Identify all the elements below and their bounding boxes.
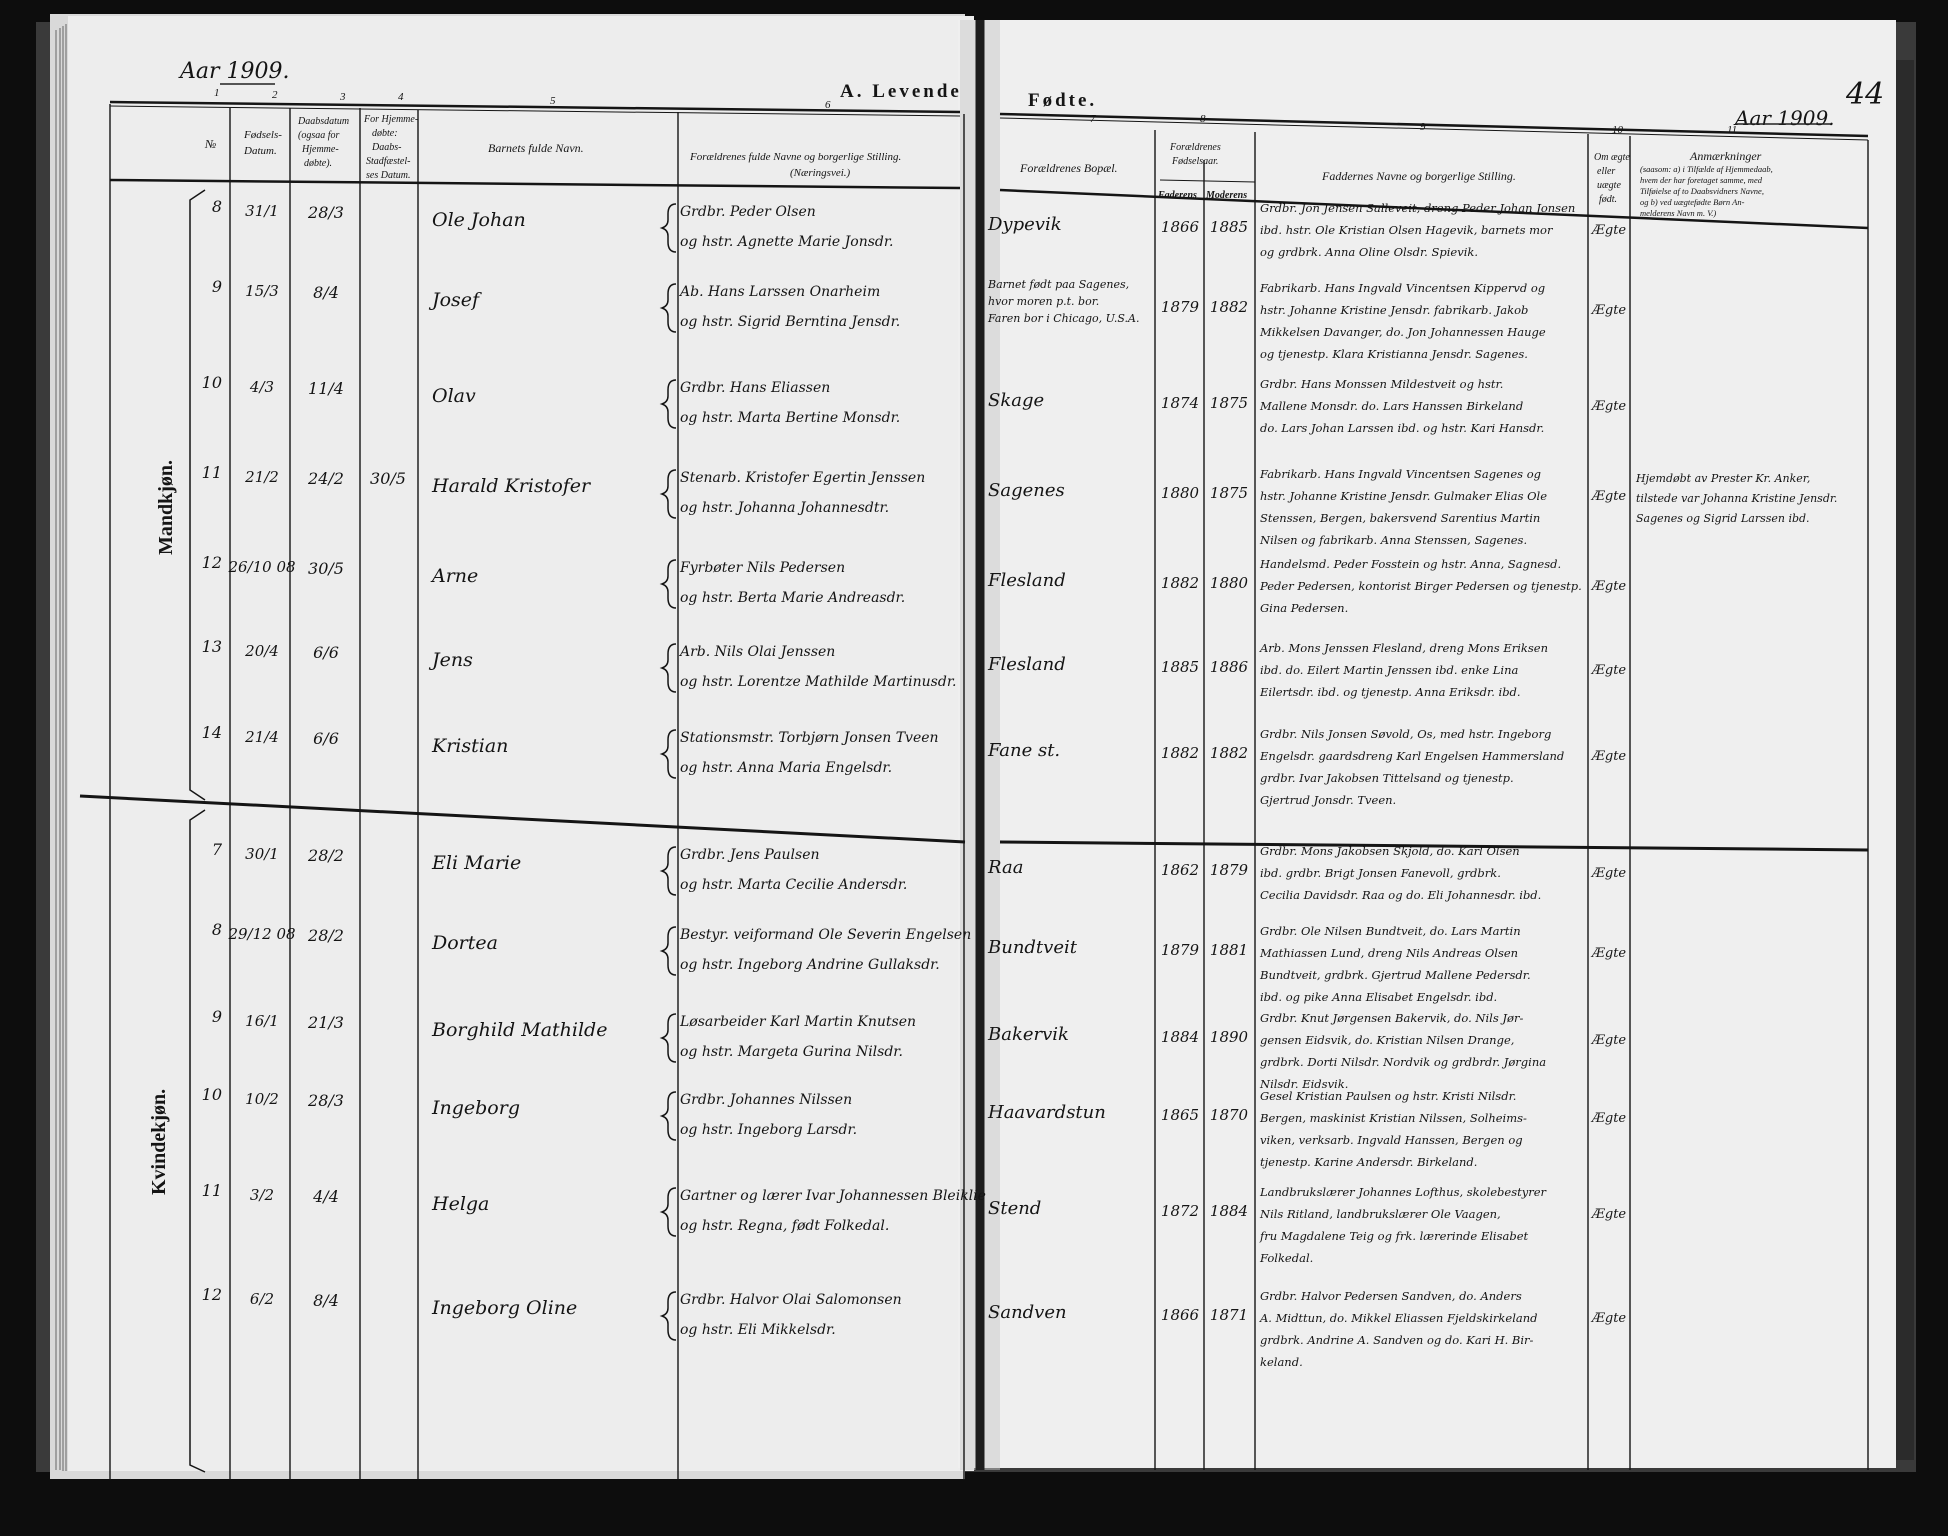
sponsor-line: Grdbr. Hans Monssen Mildestveit og hstr. — [1260, 377, 1504, 391]
parents-line: og hstr. Sigrid Berntina Jensdr. — [680, 314, 901, 330]
title-left: A. Levende — [840, 81, 962, 102]
mother-birth-year: 1890 — [1209, 1028, 1249, 1046]
entry-number: 12 — [201, 1285, 222, 1304]
svg-text:11: 11 — [1727, 124, 1738, 136]
mother-birth-year: 1882 — [1209, 298, 1249, 316]
child-name: Harald Kristofer — [432, 475, 591, 497]
sponsor-line: og grdbrk. Anna Oline Olsdr. Spievik. — [1260, 245, 1479, 259]
parents-line: Gartner og lærer Ivar Johannessen Bleiklie — [680, 1188, 986, 1204]
father-birth-year: 1862 — [1160, 861, 1200, 879]
header-child-name: Barnets fulde Navn. — [488, 141, 584, 155]
birth-date: 10/2 — [245, 1090, 279, 1108]
entry-number: 8 — [211, 920, 222, 939]
sponsor-line: Handelsmd. Peder Fosstein og hstr. Anna, Sagnesd. — [1260, 557, 1562, 571]
baptism-date: 6/6 — [313, 729, 339, 748]
sponsor-line: Gesel Kristian Paulsen og hstr. Kristi Nilsdr. — [1260, 1089, 1517, 1103]
header-remarks-3: Tilføielse af to Daabsvidners Navne, — [1640, 186, 1764, 196]
baptism-date: 11/4 — [308, 379, 344, 398]
legitimacy: Ægte — [1591, 489, 1627, 504]
residence: Sandven — [988, 1302, 1067, 1323]
birth-date: 21/4 — [245, 728, 279, 746]
sponsor-line: gensen Eidsvik, do. Kristian Nilsen Drange, — [1260, 1033, 1515, 1047]
sponsor-line: ibd. do. Eilert Martin Jenssen ibd. enke Lina — [1260, 663, 1519, 677]
father-birth-year: 1880 — [1160, 484, 1200, 502]
sponsor-line: ibd. grdbr. Brigt Jonsen Fanevoll, grdbrk. — [1260, 866, 1501, 880]
sponsor-line: ibd. hstr. Ole Kristian Olsen Hagevik, barnets mor — [1260, 223, 1553, 237]
child-name: Helga — [432, 1193, 490, 1215]
sponsor-line: hstr. Johanne Kristine Jensdr. Gulmaker Elias Ole — [1260, 489, 1548, 503]
residence: Skage — [988, 390, 1045, 411]
mother-birth-year: 1875 — [1209, 484, 1249, 502]
parents-line: Arb. Nils Olai Jenssen — [680, 644, 836, 660]
sponsor-line: Stenssen, Bergen, bakersvend Sarentius Martin — [1260, 511, 1541, 525]
child-name: Ingeborg — [432, 1097, 520, 1119]
header-mother: Moderens — [1206, 190, 1248, 201]
parents-line: og hstr. Marta Cecilie Andersdr. — [680, 877, 908, 893]
parents-line: Løsarbeider Karl Martin Knutsen — [680, 1014, 917, 1030]
sponsor-line: Mallene Monsdr. do. Lars Hanssen Birkeland — [1260, 399, 1524, 413]
sponsor-line: Grdbr. Knut Jørgensen Bakervik, do. Nils Jør- — [1260, 1011, 1524, 1025]
birth-date: 31/1 — [245, 202, 279, 220]
sponsor-line: viken, verksarb. Ingvald Hanssen, Bergen og — [1260, 1133, 1523, 1147]
baptism-date: 21/3 — [308, 1013, 344, 1032]
father-birth-year: 1885 — [1160, 658, 1200, 676]
page-number: 44 — [1846, 77, 1885, 112]
sponsor-line: Bundtveit, grdbrk. Gjertrud Mallene Pedersdr. — [1260, 968, 1531, 982]
mother-birth-year: 1882 — [1209, 744, 1249, 762]
sponsor-line: Grdbr. Jon Jensen Salleveit, dreng Peder Johan Jonsen — [1260, 201, 1576, 215]
header-birth-date-2: Datum. — [244, 145, 277, 157]
parents-line: Stationsmstr. Torbjørn Jonsen Tveen — [680, 730, 939, 746]
child-name: Eli Marie — [432, 852, 522, 874]
svg-text:1: 1 — [214, 87, 220, 99]
section-label-male: Mandkjøn. — [155, 459, 177, 555]
residence: Bakervik — [988, 1024, 1069, 1045]
sponsor-line: keland. — [1260, 1355, 1303, 1369]
baptism-date: 8/4 — [313, 1291, 339, 1310]
mother-birth-year: 1881 — [1209, 941, 1249, 959]
residence: Haavardstun — [988, 1102, 1106, 1123]
sponsor-line: Mikkelsen Davanger, do. Jon Johannessen Hauge — [1260, 325, 1546, 339]
entry-number: 8 — [211, 197, 222, 216]
child-name: Dortea — [432, 932, 498, 954]
father-birth-year: 1865 — [1160, 1106, 1200, 1124]
child-name: Josef — [432, 289, 480, 311]
child-name: Ingeborg Oline — [432, 1297, 578, 1319]
father-birth-year: 1866 — [1160, 218, 1200, 236]
legitimacy: Ægte — [1591, 579, 1627, 594]
svg-text:2: 2 — [272, 89, 278, 101]
birth-date: 15/3 — [245, 282, 279, 300]
sponsor-line: Gina Pedersen. — [1260, 601, 1349, 615]
child-name: Arne — [432, 565, 479, 587]
father-birth-year: 1879 — [1160, 298, 1200, 316]
mother-birth-year: 1884 — [1209, 1202, 1249, 1220]
header-birthyear-1: Forældrenes — [1170, 142, 1221, 153]
sponsor-line: Fabrikarb. Hans Ingvald Vincentsen Sagenes og — [1260, 467, 1541, 481]
header-nr: № — [205, 137, 217, 151]
residence: Barnet født paa Sagenes, — [988, 278, 1130, 291]
remark-line: Sagenes og Sigrid Larssen ibd. — [1636, 512, 1810, 525]
sponsor-line: Nilsen og fabrikarb. Anna Stenssen, Sagenes. — [1260, 533, 1528, 547]
legitimacy: Ægte — [1591, 223, 1627, 238]
baptism-date: 28/3 — [308, 1091, 344, 1110]
sponsor-line: Cecilia Davidsdr. Raa og do. Eli Johannesdr. ibd. — [1260, 888, 1542, 902]
sponsor-line: Peder Pedersen, kontorist Birger Pedersen og tjenestp. — [1260, 579, 1582, 593]
baptism-date: 4/4 — [313, 1187, 339, 1206]
entry-number: 10 — [201, 373, 222, 392]
residence: Flesland — [988, 570, 1066, 591]
parents-line: Bestyr. veiformand Ole Severin Engelsen — [680, 927, 972, 943]
baptism-date: 8/4 — [313, 283, 339, 302]
parents-line: Stenarb. Kristofer Egertin Jenssen — [680, 470, 926, 486]
confirmation-date: 30/5 — [370, 469, 406, 488]
header-home-3: Daabs- — [372, 142, 402, 153]
parents-line: og hstr. Eli Mikkelsdr. — [680, 1322, 836, 1338]
mother-birth-year: 1880 — [1209, 574, 1249, 592]
legitimacy: Ægte — [1591, 1311, 1627, 1326]
father-birth-year: 1866 — [1160, 1306, 1200, 1324]
sponsor-line: grdbrk. Dorti Nilsdr. Nordvik og grdbrdr. Jørgina — [1260, 1055, 1547, 1069]
birth-date: 6/2 — [249, 1290, 275, 1308]
residence: hvor moren p.t. bor. — [988, 295, 1100, 308]
header-baptism-3: Hjemme- — [302, 144, 339, 155]
birth-date: 3/2 — [249, 1186, 275, 1204]
child-name: Jens — [432, 649, 473, 671]
sponsor-line: Bergen, maskinist Kristian Nilssen, Solheims- — [1260, 1111, 1527, 1125]
mother-birth-year: 1886 — [1209, 658, 1249, 676]
sponsor-line: Engelsdr. gaardsdreng Karl Engelsen Hammersland — [1260, 749, 1565, 763]
sponsor-line: grdbr. Ivar Jakobsen Tittelsand og tjenestp. — [1260, 771, 1514, 785]
legitimacy: Ægte — [1591, 749, 1627, 764]
entry-number: 11 — [201, 463, 222, 482]
remark-line: Hjemdøbt av Prester Kr. Anker, — [1636, 472, 1811, 485]
mother-birth-year: 1879 — [1209, 861, 1249, 879]
mother-birth-year: 1885 — [1209, 218, 1249, 236]
father-birth-year: 1874 — [1160, 394, 1200, 412]
header-remarks-2: hvem der har foretaget samme, med — [1640, 175, 1762, 185]
baptism-date: 28/2 — [308, 846, 344, 865]
header-legit-4: født. — [1599, 194, 1618, 205]
sponsor-line: og tjenestp. Klara Kristianna Jensdr. Sagenes. — [1260, 347, 1528, 361]
legitimacy: Ægte — [1591, 663, 1627, 678]
entry-number: 7 — [211, 840, 222, 859]
remark-line: tilstede var Johanna Kristine Jensdr. — [1636, 492, 1838, 505]
sponsor-line: Landbrukslærer Johannes Lofthus, skolebestyrer — [1260, 1185, 1547, 1199]
entry-number: 14 — [201, 723, 222, 742]
mother-birth-year: 1871 — [1209, 1306, 1249, 1324]
child-name: Olav — [432, 385, 476, 407]
baptism-date: 24/2 — [308, 469, 344, 488]
sponsor-line: hstr. Johanne Kristine Jensdr. fabrikarb. Jakob — [1260, 303, 1529, 317]
parents-line: og hstr. Ingeborg Andrine Gullaksdr. — [680, 957, 940, 973]
residence: Dypevik — [988, 214, 1062, 235]
svg-text:7: 7 — [1090, 113, 1096, 125]
father-birth-year: 1882 — [1160, 744, 1200, 762]
legitimacy: Ægte — [1591, 303, 1627, 318]
parents-line: Grdbr. Hans Eliassen — [680, 380, 831, 396]
legitimacy: Ægte — [1591, 866, 1627, 881]
entry-number: 9 — [211, 277, 222, 296]
father-birth-year: 1884 — [1160, 1028, 1200, 1046]
sponsor-line: Eilertsdr. ibd. og tjenestp. Anna Eriksdr. ibd. — [1260, 685, 1521, 699]
header-legit-3: uægte — [1597, 180, 1621, 191]
svg-text:3: 3 — [340, 91, 346, 103]
svg-text:9: 9 — [1420, 121, 1426, 133]
title-right: Fødte. — [1028, 90, 1098, 111]
svg-text:6: 6 — [825, 99, 831, 111]
residence: Flesland — [988, 654, 1066, 675]
sponsor-line: Nils Ritland, landbrukslærer Ole Vaagen, — [1260, 1207, 1501, 1221]
svg-text:10: 10 — [1612, 124, 1623, 136]
header-baptism-1: Daabsdatum — [298, 116, 350, 127]
sponsor-line: tjenestp. Karine Andersdr. Birkeland. — [1260, 1155, 1478, 1169]
header-birth-date-1: Fødsels- — [244, 129, 282, 141]
sponsor-line: Fabrikarb. Hans Ingvald Vincentsen Kippervd og — [1260, 281, 1546, 295]
birth-date: 30/1 — [245, 845, 279, 863]
sponsor-line: Nilsdr. Eidsvik. — [1260, 1077, 1349, 1091]
residence: Faren bor i Chicago, U.S.A. — [988, 312, 1140, 325]
birth-date: 29/12 08 — [228, 925, 296, 943]
legitimacy: Ægte — [1591, 1033, 1627, 1048]
child-name: Borghild Mathilde — [432, 1019, 608, 1041]
child-name: Kristian — [432, 735, 509, 757]
birth-date: 16/1 — [245, 1012, 279, 1030]
sponsor-line: grdbrk. Andrine A. Sandven og do. Kari H. Bir- — [1260, 1333, 1534, 1347]
header-legit-1: Om ægte — [1594, 152, 1630, 163]
header-remarks-4: og b) ved uægtefødte Børn An- — [1640, 197, 1745, 207]
legitimacy: Ægte — [1591, 1207, 1627, 1222]
parents-line: og hstr. Lorentze Mathilde Martinusdr. — [680, 674, 957, 690]
parents-line: Ab. Hans Larssen Onarheim — [680, 284, 881, 300]
year-left: Aar 1909. — [180, 59, 290, 84]
residence: Stend — [988, 1198, 1042, 1219]
legitimacy: Ægte — [1591, 1111, 1627, 1126]
sponsor-line: Gjertrud Jonsdr. Tveen. — [1260, 793, 1397, 807]
header-sponsors: Faddernes Navne og borgerlige Stilling. — [1322, 169, 1516, 183]
header-home-4: Stadfæstel- — [366, 156, 411, 167]
baptism-date: 28/3 — [308, 203, 344, 222]
parents-line: og hstr. Marta Bertine Monsdr. — [680, 410, 901, 426]
section-label-female: Kvindekjøn. — [148, 1088, 170, 1195]
parents-line: og hstr. Berta Marie Andreasdr. — [680, 590, 906, 606]
parents-line: Fyrbøter Nils Pedersen — [680, 560, 846, 576]
header-residence: Forældrenes Bopæl. — [1020, 161, 1118, 175]
father-birth-year: 1872 — [1160, 1202, 1200, 1220]
parents-line: og hstr. Margeta Gurina Nilsdr. — [680, 1044, 903, 1060]
header-parents-sub: (Næringsvei.) — [790, 167, 851, 179]
svg-text:8: 8 — [1200, 113, 1206, 125]
sponsor-line: Grdbr. Ole Nilsen Bundtveit, do. Lars Martin — [1260, 924, 1521, 938]
birth-date: 4/3 — [249, 378, 275, 396]
sponsor-line: Mathiassen Lund, dreng Nils Andreas Olsen — [1260, 946, 1519, 960]
sponsor-line: Grdbr. Halvor Pedersen Sandven, do. Anders — [1260, 1289, 1522, 1303]
header-home-1: For Hjemme- — [364, 114, 419, 125]
header-baptism-2: (ogsaa for — [298, 130, 340, 141]
sponsor-line: Arb. Mons Jenssen Flesland, dreng Mons Eriksen — [1260, 641, 1549, 655]
sponsor-line: Grdbr. Nils Jonsen Søvold, Os, med hstr. Ingeborg — [1260, 727, 1552, 741]
header-legit-2: eller — [1597, 166, 1616, 177]
parents-line: Grdbr. Jens Paulsen — [680, 847, 820, 863]
parents-line: Grdbr. Peder Olsen — [680, 204, 816, 220]
entry-number: 11 — [201, 1181, 222, 1200]
parents-line: og hstr. Regna, født Folkedal. — [680, 1218, 890, 1234]
birth-date: 21/2 — [245, 468, 279, 486]
birth-date: 20/4 — [245, 642, 279, 660]
header-parents: Forældrenes fulde Navne og borgerlige Stilling. — [690, 151, 902, 163]
header-baptism-4: døbte). — [304, 158, 333, 169]
year-right: Aar 1909. — [1735, 106, 1835, 130]
parents-line: Grdbr. Halvor Olai Salomonsen — [680, 1292, 902, 1308]
header-remarks-title: Anmærkninger — [1690, 149, 1762, 163]
legitimacy: Ægte — [1591, 399, 1627, 414]
header-home-2: døbte: — [372, 128, 398, 139]
sponsor-line: Folkedal. — [1260, 1251, 1314, 1265]
sponsor-line: fru Magdalene Teig og frk. lærerinde Elisabet — [1260, 1229, 1529, 1243]
child-name: Ole Johan — [432, 209, 526, 231]
sponsor-line: A. Midttun, do. Mikkel Eliassen Fjeldskirkeland — [1260, 1311, 1538, 1325]
residence: Bundtveit — [988, 937, 1077, 958]
baptism-date: 30/5 — [308, 559, 344, 578]
residence: Fane st. — [988, 740, 1061, 761]
header-home-5: ses Datum. — [366, 170, 411, 181]
baptism-date: 6/6 — [313, 643, 339, 662]
birth-date: 26/10 08 — [228, 558, 296, 576]
parents-line: Grdbr. Johannes Nilssen — [680, 1092, 853, 1108]
residence: Raa — [988, 857, 1024, 878]
legitimacy: Ægte — [1591, 946, 1627, 961]
parents-line: og hstr. Johanna Johannesdtr. — [680, 500, 890, 516]
entry-number: 12 — [201, 553, 222, 572]
baptism-date: 28/2 — [308, 926, 344, 945]
header-remarks-5: melderens Navn m. V.) — [1640, 208, 1717, 218]
parents-line: og hstr. Ingeborg Larsdr. — [680, 1122, 858, 1138]
mother-birth-year: 1875 — [1209, 394, 1249, 412]
father-birth-year: 1882 — [1160, 574, 1200, 592]
parents-line: og hstr. Agnette Marie Jonsdr. — [680, 234, 894, 250]
residence: Sagenes — [988, 480, 1065, 501]
header-remarks-1: (saasom: a) i Tilfælde af Hjemmedaab, — [1640, 164, 1773, 174]
sponsor-line: ibd. og pike Anna Elisabet Engelsdr. ibd. — [1260, 990, 1498, 1004]
parents-line: og hstr. Anna Maria Engelsdr. — [680, 760, 893, 776]
svg-text:4: 4 — [398, 91, 404, 103]
svg-text:5: 5 — [550, 95, 556, 107]
entry-number: 13 — [201, 637, 222, 656]
mother-birth-year: 1870 — [1209, 1106, 1249, 1124]
sponsor-line: Grdbr. Mons Jakobsen Skjold, do. Karl Olsen — [1260, 844, 1520, 858]
entry-number: 9 — [211, 1007, 222, 1026]
header-father: Faderens — [1158, 190, 1197, 201]
father-birth-year: 1879 — [1160, 941, 1200, 959]
sponsor-line: do. Lars Johan Larssen ibd. og hstr. Kari Hansdr. — [1260, 421, 1545, 435]
header-birthyear-2: Fødselsaar. — [1172, 156, 1219, 167]
entry-number: 10 — [201, 1085, 222, 1104]
